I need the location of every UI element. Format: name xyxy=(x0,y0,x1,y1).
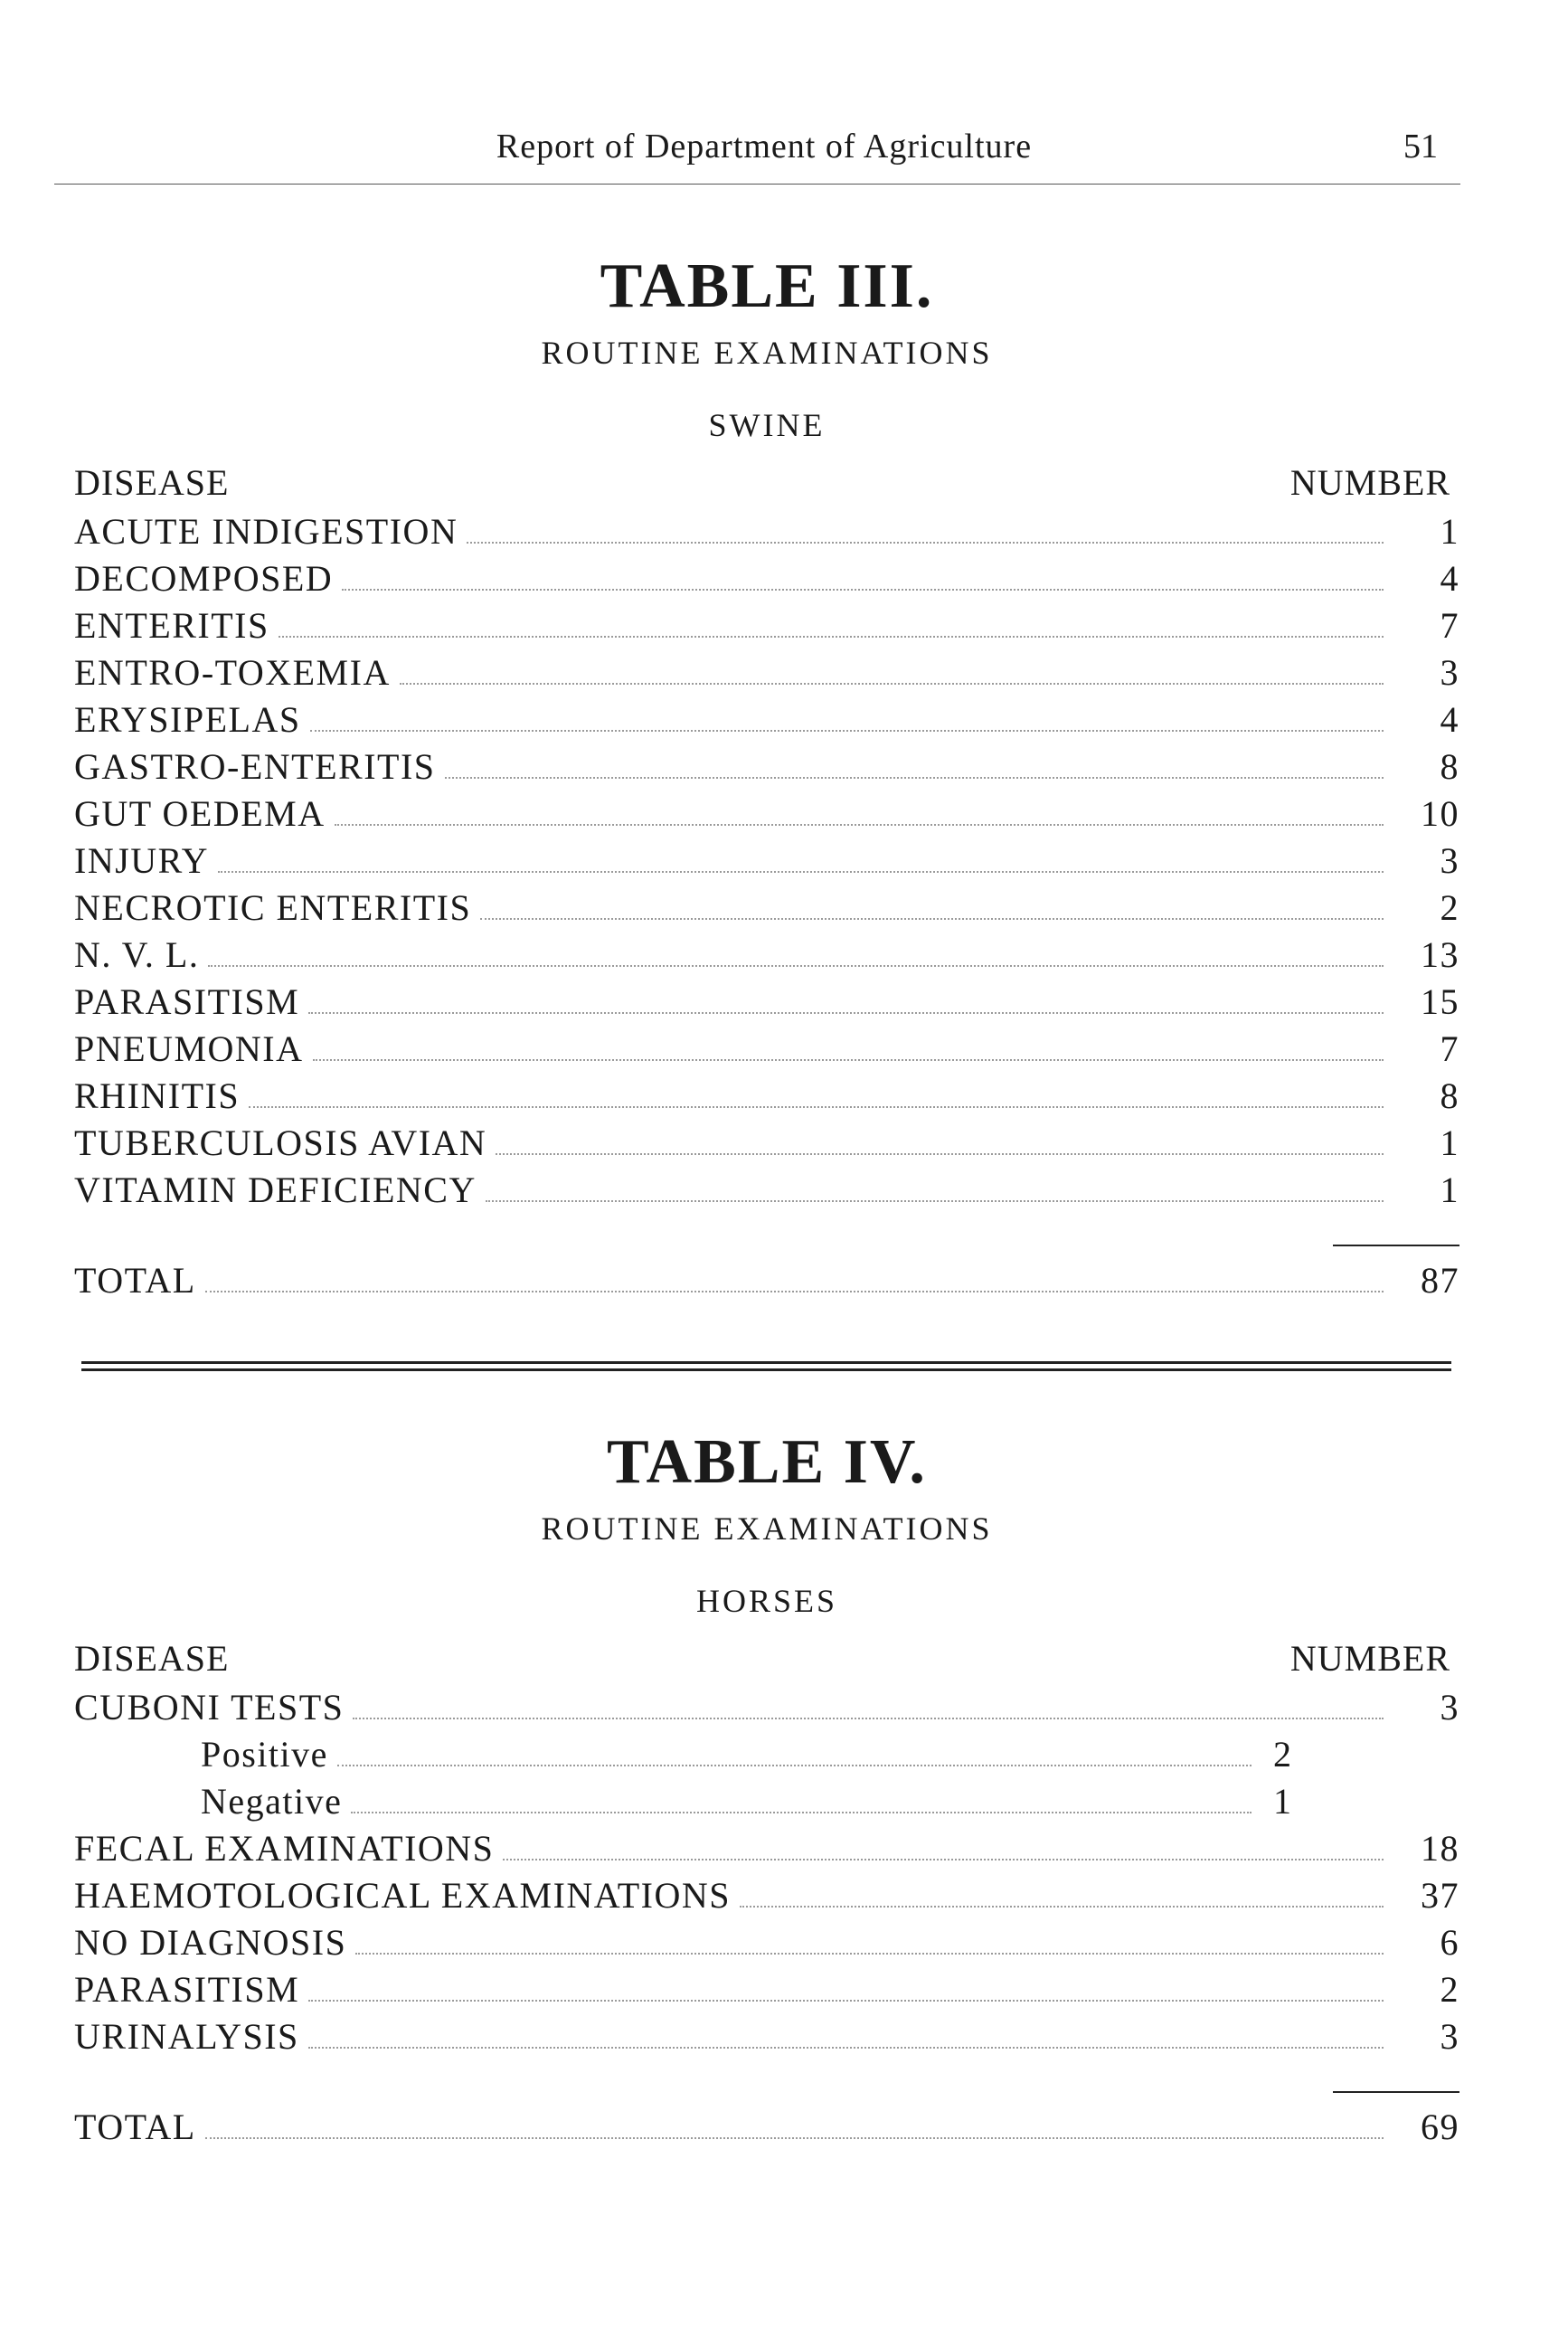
disease-label: TUBERCULOSIS AVIAN xyxy=(74,1122,487,1163)
table-row xyxy=(74,2013,1459,2060)
table-row xyxy=(74,932,1459,979)
count-value: 10 xyxy=(1421,793,1459,834)
table-iv-section xyxy=(74,1427,1459,2151)
table-row xyxy=(74,1872,1459,1919)
dot-leader xyxy=(486,1173,1384,1202)
disease-label: NECROTIC ENTERITIS xyxy=(74,887,472,928)
dot-leader xyxy=(740,1879,1384,1908)
count-value: 4 xyxy=(1440,558,1459,599)
dot-leader xyxy=(337,1737,1252,1766)
test-label: CUBONI TESTS xyxy=(74,1687,345,1728)
count-value: 2 xyxy=(1440,887,1459,928)
test-label: NO DIAGNOSIS xyxy=(74,1922,347,1963)
dot-leader xyxy=(205,2110,1384,2139)
table-row xyxy=(74,649,1459,696)
count-value: 3 xyxy=(1440,2016,1459,2057)
count-value: 7 xyxy=(1440,605,1459,646)
header-rule xyxy=(54,184,1460,185)
table-iv-animal: HORSES xyxy=(695,1583,838,1619)
table-row xyxy=(74,1919,1459,1966)
table-row xyxy=(74,1966,1459,2013)
disease-label: GASTRO-ENTERITIS xyxy=(74,746,436,787)
table-iv-rows xyxy=(74,1684,1459,2060)
total-value: 69 xyxy=(1421,2107,1459,2147)
table-iv-subtitle: ROUTINE EXAMINATIONS xyxy=(541,1510,993,1547)
section-divider xyxy=(81,1361,1451,1372)
disease-label: ERYSIPELAS xyxy=(74,699,301,740)
test-label: PARASITISM xyxy=(74,1969,300,2010)
sum-rule xyxy=(1333,1245,1459,1246)
disease-label: GUT OEDEMA xyxy=(74,793,326,834)
disease-label: ACUTE INDIGESTION xyxy=(74,511,458,552)
table-iii-section xyxy=(74,251,1459,1304)
subtest-label: Negative xyxy=(201,1781,343,1822)
dot-leader xyxy=(351,1785,1252,1813)
table-subrow xyxy=(74,1731,1459,1778)
count-value: 3 xyxy=(1440,1687,1459,1728)
count-value: 6 xyxy=(1440,1922,1459,1963)
dot-leader xyxy=(308,985,1384,1014)
table-row xyxy=(74,1073,1459,1120)
dot-leader xyxy=(480,891,1384,920)
subcount-value: 1 xyxy=(1273,1781,1293,1822)
table-row xyxy=(74,791,1459,838)
table-row xyxy=(74,508,1459,555)
count-value: 7 xyxy=(1440,1028,1459,1069)
dot-leader xyxy=(310,703,1384,732)
count-value: 1 xyxy=(1440,1122,1459,1163)
total-row xyxy=(74,1257,1459,1304)
page-number: 51 xyxy=(1403,128,1438,166)
table-subrow xyxy=(74,1778,1459,1825)
disease-column-header: DISEASE xyxy=(74,462,230,503)
disease-label: PARASITISM xyxy=(74,981,300,1022)
disease-column-header: DISEASE xyxy=(74,1638,230,1679)
table-row xyxy=(74,743,1459,791)
disease-label: VITAMIN DEFICIENCY xyxy=(74,1169,477,1210)
table-iii-column-headers xyxy=(74,461,1459,508)
dot-leader xyxy=(467,515,1384,544)
count-value: 4 xyxy=(1440,699,1459,740)
table-row xyxy=(74,602,1459,649)
count-value: 15 xyxy=(1421,981,1459,1022)
dot-leader xyxy=(218,844,1384,873)
total-row xyxy=(74,2104,1459,2151)
test-label: HAEMOTOLOGICAL EXAMINATIONS xyxy=(74,1875,732,1916)
dot-leader xyxy=(445,750,1384,779)
table-iii-rows xyxy=(74,508,1459,1214)
test-label: URINALYSIS xyxy=(74,2016,299,2057)
dot-leader xyxy=(353,1690,1384,1719)
table-iii-animal: SWINE xyxy=(708,407,826,443)
count-value: 18 xyxy=(1421,1828,1459,1869)
running-header xyxy=(72,127,1456,181)
count-value: 8 xyxy=(1440,746,1459,787)
dot-leader xyxy=(503,1832,1384,1860)
number-column-header: NUMBER xyxy=(1289,1638,1450,1679)
total-value: 87 xyxy=(1421,1260,1459,1301)
running-title: Report of Department of Agriculture xyxy=(496,128,1033,166)
subtest-label: Positive xyxy=(201,1734,328,1775)
number-column-header: NUMBER xyxy=(1289,462,1450,503)
dot-leader xyxy=(249,1079,1384,1108)
dot-leader xyxy=(279,609,1384,638)
dot-leader xyxy=(308,1973,1384,2002)
dot-leader xyxy=(496,1126,1384,1155)
table-iii-title: TABLE III. xyxy=(600,251,934,321)
count-value: 13 xyxy=(1421,934,1459,975)
disease-label: DECOMPOSED xyxy=(74,558,334,599)
table-row xyxy=(74,1026,1459,1073)
dot-leader xyxy=(335,797,1384,826)
disease-label: ENTRO-TOXEMIA xyxy=(74,652,391,693)
table-iv-column-headers xyxy=(74,1637,1459,1684)
table-row xyxy=(74,696,1459,743)
sum-rule xyxy=(1333,2091,1459,2093)
count-value: 3 xyxy=(1440,840,1459,881)
table-row xyxy=(74,1120,1459,1167)
count-value: 37 xyxy=(1421,1875,1459,1916)
subcount-value: 2 xyxy=(1273,1734,1293,1775)
disease-label: INJURY xyxy=(74,840,210,881)
table-row xyxy=(74,555,1459,602)
dot-leader xyxy=(208,938,1384,967)
disease-label: ENTERITIS xyxy=(74,605,269,646)
table-iii-subtitle: ROUTINE EXAMINATIONS xyxy=(541,335,993,371)
count-value: 1 xyxy=(1440,511,1459,552)
table-row xyxy=(74,979,1459,1026)
count-value: 8 xyxy=(1440,1075,1459,1116)
table-row xyxy=(74,1167,1459,1214)
dot-leader xyxy=(342,562,1384,591)
total-label: TOTAL xyxy=(74,1260,196,1301)
dot-leader xyxy=(355,1926,1384,1955)
count-value: 1 xyxy=(1440,1169,1459,1210)
disease-label: N. V. L. xyxy=(74,934,200,975)
dot-leader xyxy=(400,656,1384,685)
dot-leader xyxy=(308,2020,1384,2049)
disease-label: RHINITIS xyxy=(74,1075,241,1116)
dot-leader xyxy=(205,1264,1384,1292)
test-label: FECAL EXAMINATIONS xyxy=(74,1828,495,1869)
table-row xyxy=(74,838,1459,885)
dot-leader xyxy=(313,1032,1384,1061)
total-label: TOTAL xyxy=(74,2107,196,2147)
disease-label: PNEUMONIA xyxy=(74,1028,304,1069)
table-iv-title: TABLE IV. xyxy=(607,1427,927,1497)
count-value: 2 xyxy=(1440,1969,1459,2010)
table-row xyxy=(74,1684,1459,1731)
table-row xyxy=(74,1825,1459,1872)
table-row xyxy=(74,885,1459,932)
count-value: 3 xyxy=(1440,652,1459,693)
